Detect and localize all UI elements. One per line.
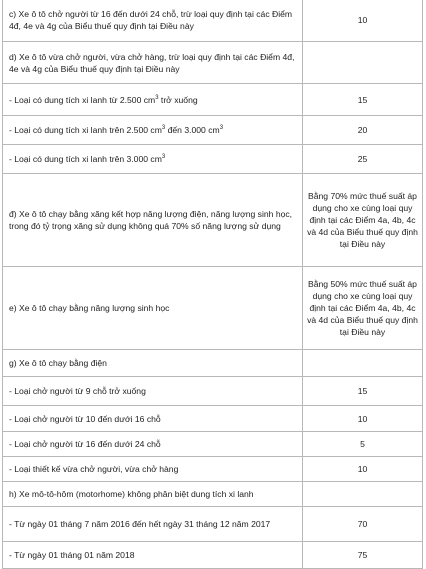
- superscript: 3: [155, 94, 159, 101]
- description-text: trở xuống: [158, 94, 198, 105]
- row-description: - Loại thiết kế vừa chở người, vừa chở hàng: [3, 457, 303, 482]
- row-description: đ) Xe ô tô chạy bằng xăng kết hợp năng lượng điện, năng lượng sinh học, trong đó tỷ trọng xăng sử dụng không quá 70% số năng lượng sử dụng: [3, 174, 303, 267]
- row-tax-rate: 5: [303, 432, 423, 457]
- row-description: [3, 116, 303, 145]
- table-row: [3, 174, 423, 267]
- row-description: c) Xe ô tô chở người từ 16 đến dưới 24 chỗ, trừ loại quy định tại các Điểm 4đ, 4e và 4g của Biểu thuế quy định tại Điều này: [3, 0, 303, 42]
- row-tax-rate: [303, 482, 423, 507]
- row-tax-rate: 10: [303, 457, 423, 482]
- table-row: [3, 42, 423, 84]
- table-row: [3, 507, 423, 542]
- row-tax-rate: 15: [303, 84, 423, 116]
- table-row: [3, 377, 423, 406]
- row-tax-rate: [303, 350, 423, 377]
- row-description: [3, 84, 303, 116]
- table-row: [3, 432, 423, 457]
- row-tax-rate: 10: [303, 406, 423, 432]
- table-row: [3, 145, 423, 174]
- row-tax-rate: 75: [303, 542, 423, 569]
- row-tax-rate: 25: [303, 145, 423, 174]
- tax-rate-table: [2, 0, 423, 569]
- superscript: 3: [161, 154, 166, 161]
- row-description: [3, 145, 303, 174]
- table-row: [3, 116, 423, 145]
- row-tax-rate: 15: [303, 377, 423, 406]
- row-description: - Loại chở người từ 16 đến dưới 24 chỗ: [3, 432, 303, 457]
- table-row: [3, 0, 423, 42]
- row-description: g) Xe ô tô chạy bằng điện: [3, 350, 303, 377]
- superscript: 3: [219, 125, 224, 132]
- description-text: - Loại có dung tích xi lanh từ 2.500 cm: [9, 94, 156, 105]
- superscript: 3: [161, 125, 166, 132]
- description-text: - Loại có dung tích xi lanh trên 3.000 cm: [9, 154, 162, 164]
- description-text: - Loại có dung tích xi lanh trên 2.500 cm: [9, 125, 162, 135]
- row-description: d) Xe ô tô vừa chở người, vừa chở hàng, trừ loại quy định tại các Điểm 4đ, 4e và 4g của Biểu thuế quy định tại Điều này: [3, 42, 303, 84]
- row-description: - Loại chở người từ 9 chỗ trở xuống: [3, 377, 303, 406]
- row-tax-rate: Bằng 70% mức thuế suất áp dụng cho xe cùng loại quy định tại các Điểm 4a, 4b, 4c và 4d của Biểu thuế quy định tại Điều này: [303, 174, 423, 267]
- row-description: - Từ ngày 01 tháng 7 năm 2016 đến hết ngày 31 tháng 12 năm 2017: [3, 507, 303, 542]
- row-description: - Từ ngày 01 tháng 01 năm 2018: [3, 542, 303, 569]
- row-tax-rate: [303, 42, 423, 84]
- row-description: e) Xe ô tô chạy bằng năng lượng sinh học: [3, 267, 303, 350]
- table-row: [3, 482, 423, 507]
- description-text: đến 3.000 cm: [165, 125, 220, 135]
- table-row: [3, 267, 423, 350]
- table-row: [3, 542, 423, 569]
- table-row: [3, 457, 423, 482]
- row-tax-rate: 10: [303, 0, 423, 42]
- row-tax-rate: 20: [303, 116, 423, 145]
- row-description: h) Xe mô-tô-hôm (motorhome) không phân biệt dung tích xi lanh: [3, 482, 303, 507]
- row-description: - Loại chở người từ 10 đến dưới 16 chỗ: [3, 406, 303, 432]
- table-row: [3, 350, 423, 377]
- row-tax-rate: 70: [303, 507, 423, 542]
- table-row: [3, 84, 423, 116]
- table-row: [3, 406, 423, 432]
- row-tax-rate: Bằng 50% mức thuế suất áp dụng cho xe cùng loại quy định tại các Điểm 4a, 4b, 4c và 4d của Biểu thuế quy định tại Điều này: [303, 267, 423, 350]
